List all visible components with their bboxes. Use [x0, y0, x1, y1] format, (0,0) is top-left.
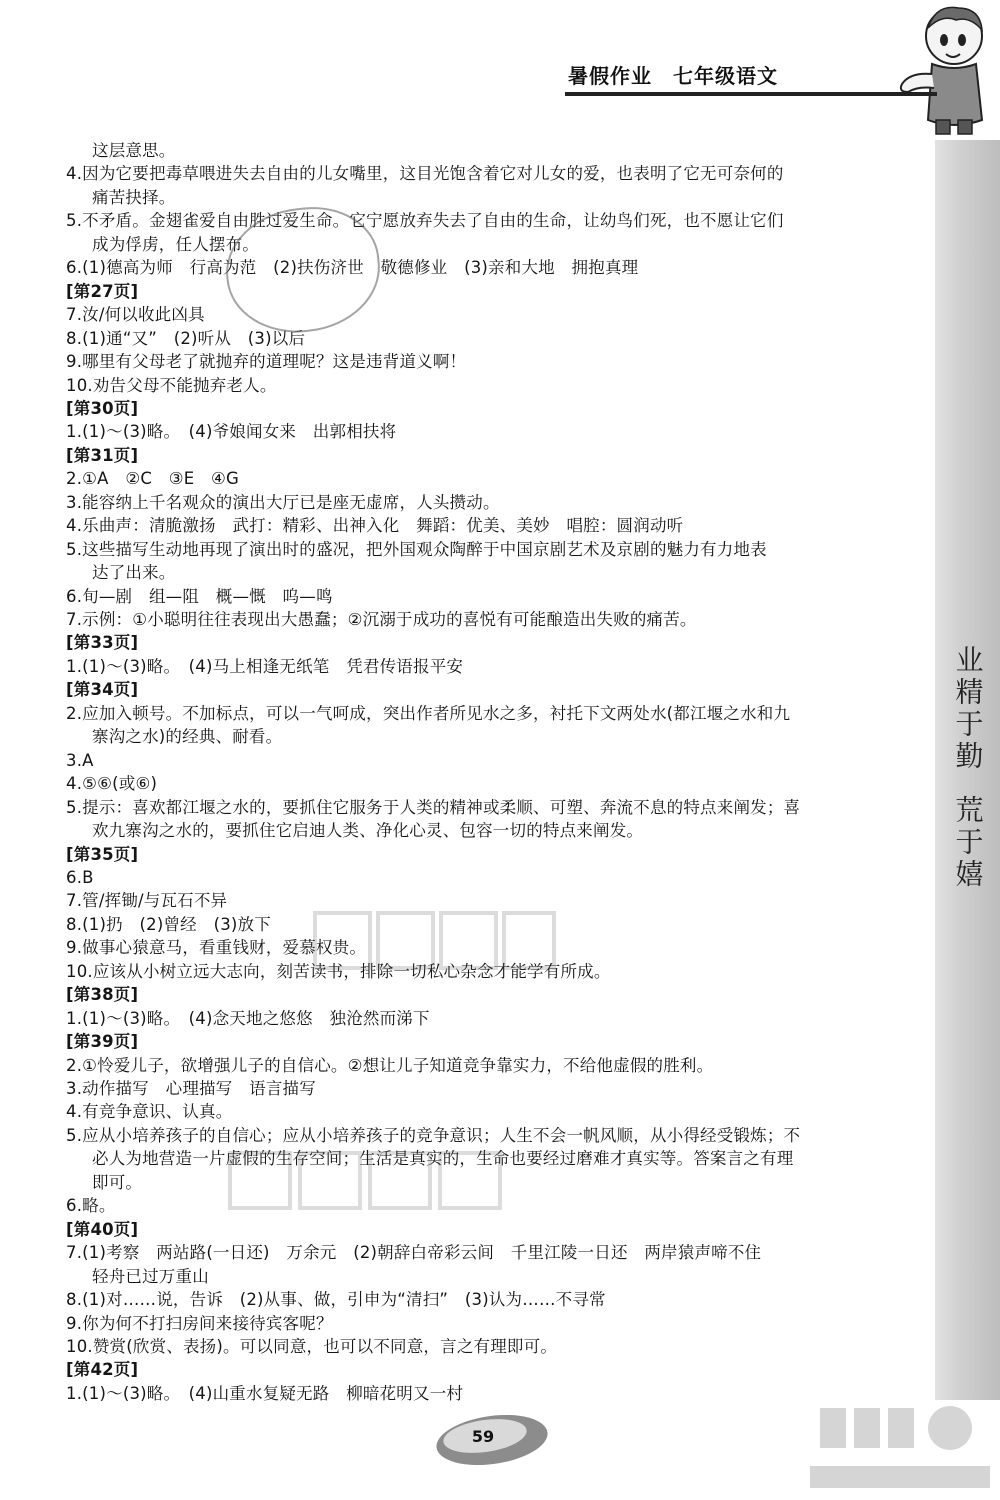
answer-line: 达了出来。: [92, 563, 176, 583]
section-heading: [第38页]: [66, 985, 139, 1005]
section-heading: [第40页]: [66, 1219, 139, 1239]
answer-line: 10.劝告父母不能抛弃老人。: [66, 375, 277, 395]
section-heading: [第31页]: [66, 445, 139, 465]
section-heading: [第35页]: [66, 844, 139, 864]
header-rule: [565, 92, 937, 96]
answer-line: 4.乐曲声：清脆激扬 武打：精彩、出神入化 舞蹈：优美、美妙 唱腔：圆润动听: [66, 516, 684, 536]
answer-line: 轻舟已过万重山: [92, 1266, 209, 1286]
answer-line: 1.(1)～(3)略。 (4)爷娘闻女来 出郭相扶将: [66, 422, 397, 442]
answer-line: 6.(1)德高为师 行高为范 (2)扶伤济世 敬德修业 (3)亲和大地 拥抱真理: [66, 258, 639, 278]
side-motto: [935, 645, 1000, 895]
answer-line: 1.(1)～(3)略。 (4)马上相逢无纸笔 凭君传语报平安: [66, 656, 464, 676]
section-heading: [第34页]: [66, 680, 139, 700]
answer-line: 8.(1)对……说，告诉 (2)从事、做，引申为“清扫” (3)认为……不寻常: [66, 1290, 606, 1310]
answer-line: 5.不矛盾。金翅雀爱自由胜过爱生命。它宁愿放弃失去了自由的生命，让幼鸟们死，也不愿让它们: [66, 211, 784, 231]
answer-line: 8.(1)通“又” (2)听从 (3)以后: [66, 328, 306, 348]
answer-line: 9.做事心猿意马，看重钱财，爱慕权贵。: [66, 938, 367, 958]
answer-line: 7.(1)考察 两站路(一日还) 万余元 (2)朝辞白帝彩云间 千里江陵一日还 两岸猿声啼不住: [66, 1243, 762, 1263]
answer-line: 寨沟之水)的经典、耐看。: [92, 727, 283, 747]
answer-line: 6.略。: [66, 1196, 116, 1216]
answer-line: 即可。: [92, 1172, 143, 1192]
answer-line: 3.能容纳上千名观众的演出大厅已是座无虚席，人头攒动。: [66, 492, 500, 512]
answer-line: 10.赞赏(欣赏、表扬)。可以同意，也可以不同意，言之有理即可。: [66, 1336, 558, 1356]
answer-line: 10.应该从小树立远大志向，刻苦读书，排除一切私心杂念才能学有所成。: [66, 961, 611, 981]
answer-line: 9.你为何不打扫房间来接待宾客呢？: [66, 1313, 333, 1333]
answer-line: 7.管/挥锄/与瓦石不异: [66, 891, 228, 911]
answer-line: 1.(1)～(3)略。 (4)山重水复疑无路 柳暗花明又一村: [66, 1383, 464, 1403]
answer-line: 3.动作描写 心理描写 语言描写: [66, 1079, 316, 1098]
answer-line: 成为俘虏，任人摆布。: [92, 234, 259, 254]
answer-line: 3.A: [66, 750, 94, 770]
answer-line: 痛苦抉择。: [92, 187, 176, 207]
answer-line: 2.应加入顿号。不加标点，可以一气呵成，突出作者所见水之多，衬托下文两处水(都江堰之水和九: [66, 703, 791, 723]
answer-line: 4.⑤⑥(或⑥): [66, 774, 158, 794]
answer-line: 4.有竞争意识、认真。: [66, 1102, 233, 1122]
answer-line: 5.应从小培养孩子的自信心；应从小培养孩子的竞争意识；人生不会一帆风顺，从小得经受锻炼；不: [66, 1125, 801, 1145]
answer-line: 9.哪里有父母老了就抛弃的道理呢？这是违背道义啊！: [66, 352, 467, 372]
answer-line: 2.①怜爱儿子，欲增强儿子的自信心。②想让儿子知道竞争靠实力，不给他虚假的胜利。: [66, 1055, 714, 1075]
faint-watermark: [310, 905, 560, 975]
answer-line: 欢九寨沟之水的，要抓住它启迪人类、净化心灵、包容一切的特点来阐发。: [92, 821, 644, 841]
page-number: 59: [471, 1427, 495, 1446]
answer-line: 4.因为它要把毒草喂进失去自由的儿女嘴里，这目光饱含着它对儿女的爱，也表明了它无可奈何的: [66, 164, 784, 184]
section-heading: [第27页]: [66, 281, 139, 301]
section-heading: [第33页]: [66, 633, 139, 653]
side-motto-line-1: 业精于勤: [951, 645, 985, 773]
answer-line: 7.示例：①小聪明往往表现出大愚蠢；②沉溺于成功的喜悦有可能酿造出失败的痛苦。: [66, 610, 697, 629]
answer-line: 6.B: [66, 867, 94, 887]
answer-line: 5.提示：喜欢都江堰之水的，要抓住它服务于人类的精神或柔顺、可塑、奔流不息的特点来阐发；喜: [66, 797, 801, 817]
cartoon-boy-mascot: [896, 2, 1000, 142]
section-heading: [第30页]: [66, 398, 139, 418]
answer-line: 2.①A ②C ③E ④G: [66, 469, 240, 489]
answer-line: 7.汝/何以收此凶具: [66, 305, 205, 325]
answer-line: 1.(1)～(3)略。 (4)念天地之悠悠 独沧然而涕下: [66, 1008, 430, 1028]
faint-watermark: [225, 1145, 505, 1215]
section-heading: [第39页]: [66, 1032, 139, 1052]
answer-line: 5.这些描写生动地再现了演出时的盛况，把外国观众陶醉于中国京剧艺术及京剧的魅力有力地表: [66, 539, 767, 559]
side-strip: [935, 140, 1000, 1400]
side-motto-line-2: 荒于嬉: [951, 795, 985, 891]
watermark-logo: [800, 1400, 1000, 1500]
answer-line: 6.旬—剧 组—阻 概—慨 呜—鸣: [66, 586, 333, 606]
section-heading: [第42页]: [66, 1360, 139, 1380]
answer-line: 这层意思。: [92, 141, 176, 160]
header-title: 暑假作业 七年级语文: [568, 64, 778, 88]
answer-line: 8.(1)扔 (2)曾经 (3)放下: [66, 914, 271, 934]
answer-line: 必人为地营造一片虚假的生存空间；生活是真实的，生命也要经过磨难才真实等。答案言之有理: [92, 1149, 794, 1169]
